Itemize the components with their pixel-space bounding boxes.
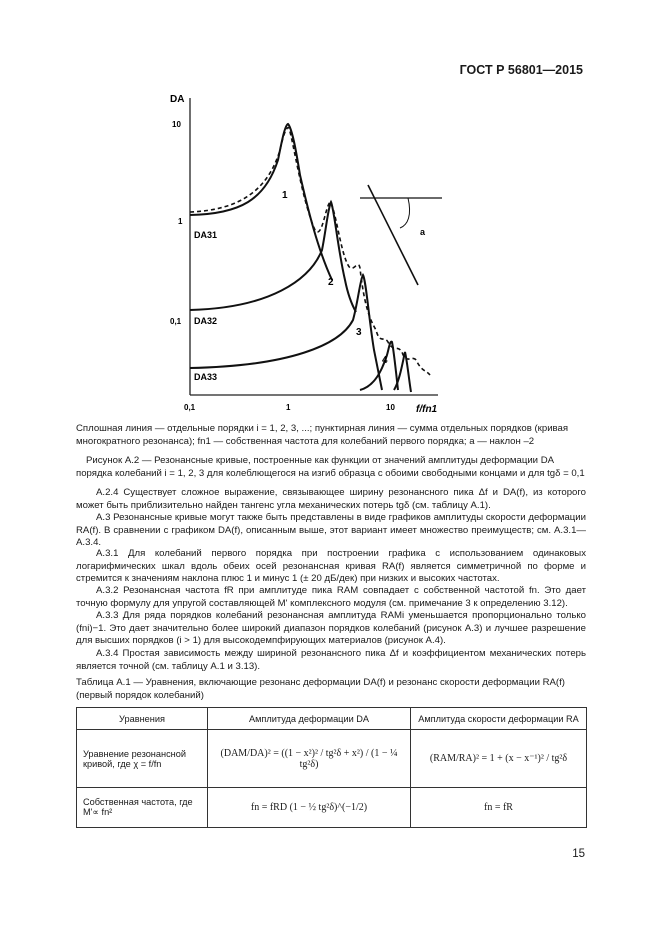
- table-row: [77, 730, 587, 788]
- curve-label-4: 4: [382, 355, 388, 366]
- series-label-da31: DA31: [194, 230, 218, 240]
- y-axis-label: DA: [170, 94, 185, 105]
- table-header: Амплитуда скорости деформации RA: [411, 708, 587, 730]
- page-number: 15: [572, 848, 585, 860]
- y-tick-01: 0,1: [170, 317, 182, 326]
- table-title: Таблица А.1 — Уравнения, включающие резонанс деформации DA(f) и резонанс скорости деформации RA(f) (первый порядок колебаний): [76, 677, 565, 701]
- paragraph-a24: А.2.4 Существует сложное выражение, связывающее ширину резонансного пика Δf и DA(f), из которого может быть приблизительно найден тангенс угла механических потерь tgδ (см. таблицу А.1).: [76, 487, 586, 511]
- table-header: Уравнения: [77, 708, 208, 730]
- paragraph-a31: А.3.1 Для колебаний первого порядка при построении графика с использованием одинаковых логарифмических шкал вдоль обеих осей резонансная кривая RA(f) является симметричной по форме и стремится к значениям наклона плюс 1 и минус 1 (± 20 дБ/дек) при низких и высоких частотах.: [76, 548, 586, 585]
- paragraph-a32: А.3.2 Резонансная частота fR при амплитуде пика RAM совпадает с собственной частотой fn. Это дает точную формулу для упругой составляющей М' комплексного модуля (см. примечание 3 к определению 3.12).: [76, 585, 586, 609]
- slope-label: а: [420, 227, 426, 237]
- equations-table: [76, 707, 587, 828]
- paragraph-a3: А.3 Резонансные кривые могут также быть представлены в виде графиков амплитуды скорости деформации RA(f). В сравнении с графиком DA(f), описанным выше, этот вариант имеет множество преимуществ; см. А.3.1—А.3.4.: [76, 512, 586, 549]
- row-label: Уравнение резонансной кривой, где χ = f/fn: [77, 730, 208, 788]
- formula-rate-curve: (RAM/RA)² = 1 + (x − x⁻¹)² / tg²δ: [411, 730, 587, 788]
- x-axis-label: f/fn1: [416, 404, 438, 415]
- y-tick-1: 1: [178, 217, 183, 226]
- curve-order-1: [190, 124, 332, 280]
- figure-caption: Рисунок А.2 — Резонансные кривые, построенные как функции от значений амплитуды деформации DA порядка колебаний i = 1, 2, 3 для колеблющегося на изгиб образца с обоими свободными концами и для tgδ = 0,1: [76, 455, 585, 479]
- formula-strain-curve: (DAM/DA)² = ((1 − x²)² / tg²δ + x²) / (1 − ¼ tg²δ): [208, 730, 411, 788]
- table-header: Амплитуда деформации DA: [208, 708, 411, 730]
- formula-rate-frequency: fn = fR: [411, 788, 587, 828]
- series-label-da32: DA32: [194, 316, 218, 326]
- row-label: Собственная частота, где M'∝ fn²: [77, 788, 208, 828]
- resonance-figure: [150, 90, 450, 420]
- paragraph-a34: А.3.4 Простая зависимость между шириной резонансного пика Δf и коэффициентом механических потерь является точной (см. таблицу А.1 и 3.13).: [76, 648, 586, 672]
- series-label-da33: DA33: [194, 372, 218, 382]
- curve-order-2: [190, 202, 356, 312]
- curve-sum-dashed: [190, 128, 430, 375]
- table-header-row: [77, 708, 587, 730]
- curve-label-3: 3: [356, 327, 362, 338]
- paragraph-a33: А.3.3 Для ряда порядков колебаний резонансная амплитуда RAMi уменьшается пропорционально только (fni)−1. Это дает значительно более широкий диапазон порядков колебаний (рисунок А.3) и лучшее разрешение для высших порядков (i > 1) для высокодемпфирующих материалов (рисунок А.4).: [76, 610, 586, 647]
- curve-label-1: 1: [282, 190, 288, 201]
- x-tick-10: 10: [386, 403, 395, 412]
- y-tick-10: 10: [172, 120, 181, 129]
- table-row: [77, 788, 587, 828]
- curve-order-3: [190, 275, 382, 390]
- slope-line: [368, 185, 418, 285]
- x-tick-1: 1: [286, 403, 291, 412]
- x-tick-01: 0,1: [184, 403, 196, 412]
- figure-legend: Сплошная линия — отдельные порядки i = 1, 2, 3, ...; пунктирная линия — сумма отдельных порядков (кривая многократного резонанса); fn1 — собственная частота для колебаний первого порядка; а — наклон –2: [76, 423, 569, 447]
- formula-strain-frequency: fn = fRD (1 − ½ tg²δ)^(−1/2): [208, 788, 411, 828]
- curve-order-4: [360, 342, 398, 390]
- standard-header: ГОСТ Р 56801—2015: [459, 63, 583, 77]
- resonance-plot: [150, 90, 450, 420]
- curve-label-2: 2: [328, 277, 334, 288]
- slope-arc: [400, 198, 410, 228]
